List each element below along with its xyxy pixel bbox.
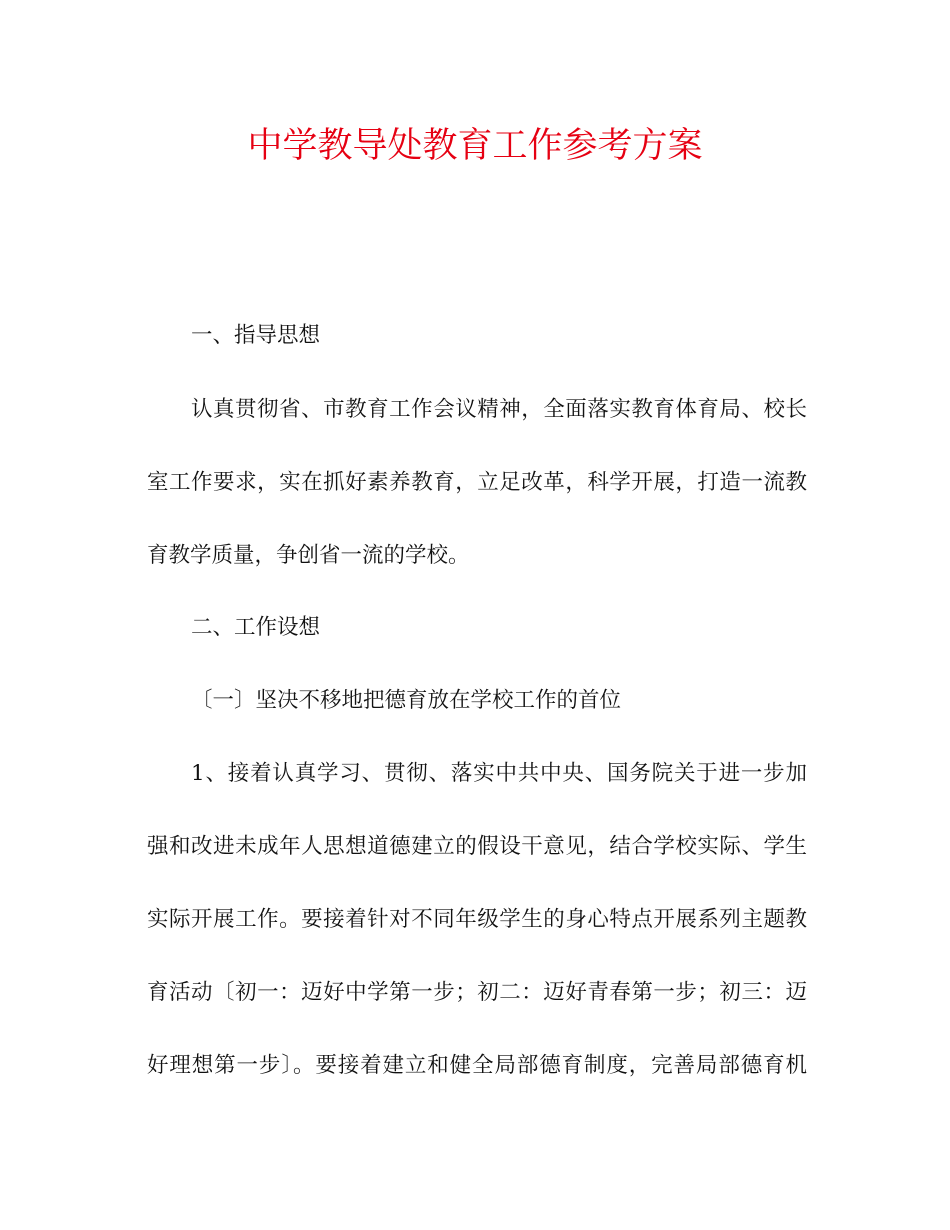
section-heading-2: 二、工作设想: [191, 615, 321, 640]
section-heading-1: 一、指导思想: [191, 323, 321, 348]
paragraph-line: 认真贯彻省、市教育工作会议精神，全面落实教育体育局、校长: [191, 397, 807, 422]
paragraph-line: 强和改进未成年人思想道德建立的假设干意见，结合学校实际、学生: [147, 834, 807, 859]
paragraph-line: 育活动〔初一：迈好中学第一步；初二：迈好青春第一步；初三：迈: [147, 980, 807, 1005]
paragraph-line: 好理想第一步〕。要接着建立和健全局部德育制度，完善局部德育机: [147, 1053, 807, 1078]
paragraph-line: 育教学质量，争创省一流的学校。: [147, 543, 470, 568]
paragraph-line: 室工作要求，实在抓好素养教育，立足改革，科学开展，打造一流教: [147, 470, 807, 495]
paragraph-line: 实际开展工作。要接着针对不同年级学生的身心特点开展系列主题教: [147, 907, 807, 932]
subsection-heading: 〔一〕坚决不移地把德育放在学校工作的首位: [191, 688, 622, 713]
document-title: 中学教导处教育工作参考方案: [247, 126, 703, 166]
paragraph-line: 1、接着认真学习、贯彻、落实中共中央、国务院关于进一步加: [191, 761, 807, 786]
